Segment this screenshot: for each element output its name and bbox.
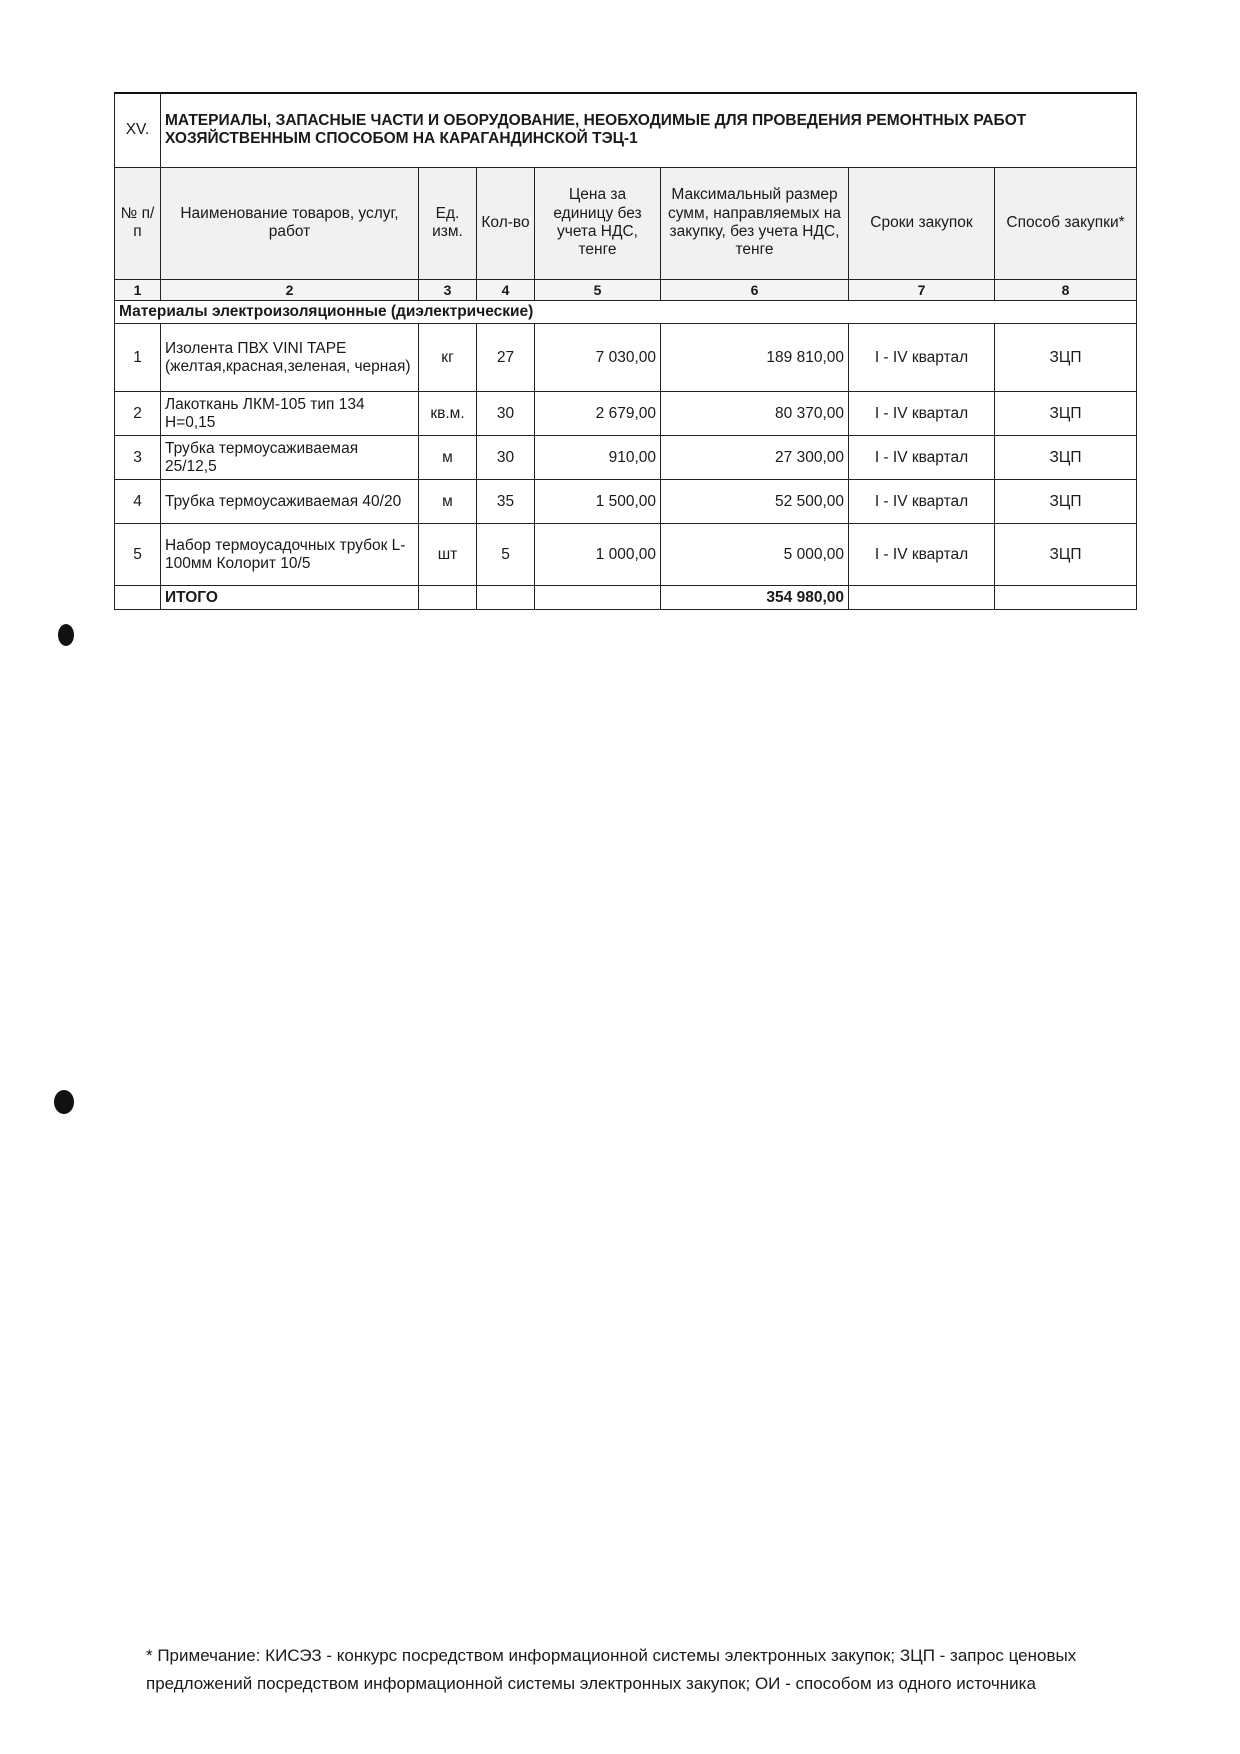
- punch-hole-mark: [58, 624, 74, 646]
- total-empty-cell: [995, 586, 1137, 610]
- group-row: [115, 301, 1137, 324]
- item-quantity: 27: [477, 324, 535, 392]
- header-cell: Максимальный размер сумм, направляемых на закупку, без учета НДС, тенге: [661, 167, 849, 279]
- total-empty-cell: [115, 586, 161, 610]
- item-term: I - IV квартал: [849, 392, 995, 436]
- item-name: Набор термоусадочных трубок L-100мм Колорит 10/5: [161, 524, 419, 586]
- item-unit: м: [419, 436, 477, 480]
- table-row: [115, 524, 1137, 586]
- item-sum: 27 300,00: [661, 436, 849, 480]
- footnote: * Примечание: КИСЭЗ - конкурс посредством информационной системы электронных закупок; ЗЦП - запрос ценовых предложений посредством информационной системы электронных закупок; ОИ - способом из одного источника: [146, 1646, 1077, 1693]
- column-number: 8: [995, 279, 1137, 301]
- total-empty-cell: [477, 586, 535, 610]
- item-name: Изолента ПВХ VINI TAPE (желтая,красная,зеленая, черная): [161, 324, 419, 392]
- total-sum: 354 980,00: [661, 586, 849, 610]
- item-unit: м: [419, 480, 477, 524]
- total-empty-cell: [419, 586, 477, 610]
- item-method: ЗЦП: [995, 480, 1137, 524]
- row-number: 1: [115, 324, 161, 392]
- column-number: 5: [535, 279, 661, 301]
- section-title-row: [115, 93, 1137, 167]
- item-price: 1 000,00: [535, 524, 661, 586]
- row-number: 4: [115, 480, 161, 524]
- item-sum: 5 000,00: [661, 524, 849, 586]
- item-term: I - IV квартал: [849, 436, 995, 480]
- item-unit: шт: [419, 524, 477, 586]
- item-price: 910,00: [535, 436, 661, 480]
- header-cell: Способ закупки*: [995, 167, 1137, 279]
- item-quantity: 35: [477, 480, 535, 524]
- procurement-table: [114, 92, 1137, 610]
- item-name: Трубка термоусаживаемая 25/12,5: [161, 436, 419, 480]
- header-cell: Сроки закупок: [849, 167, 995, 279]
- column-number: 6: [661, 279, 849, 301]
- item-name: Лакоткань ЛКМ-105 тип 134 Н=0,15: [161, 392, 419, 436]
- table-row: [115, 392, 1137, 436]
- item-sum: 189 810,00: [661, 324, 849, 392]
- total-empty-cell: [849, 586, 995, 610]
- item-quantity: 30: [477, 436, 535, 480]
- table-row: [115, 480, 1137, 524]
- item-term: I - IV квартал: [849, 524, 995, 586]
- punch-hole-mark: [54, 1090, 74, 1114]
- item-price: 2 679,00: [535, 392, 661, 436]
- header-cell: Ед. изм.: [419, 167, 477, 279]
- column-number: 3: [419, 279, 477, 301]
- header-cell: Кол-во: [477, 167, 535, 279]
- item-method: ЗЦП: [995, 524, 1137, 586]
- item-term: I - IV квартал: [849, 324, 995, 392]
- column-number: 1: [115, 279, 161, 301]
- column-number: 7: [849, 279, 995, 301]
- item-term: I - IV квартал: [849, 480, 995, 524]
- column-number: 2: [161, 279, 419, 301]
- row-number: 3: [115, 436, 161, 480]
- section-number: XV.: [115, 93, 161, 167]
- header-cell: Наименование товаров, услуг, работ: [161, 167, 419, 279]
- table-row: [115, 324, 1137, 392]
- header-cell: № п/п: [115, 167, 161, 279]
- item-sum: 52 500,00: [661, 480, 849, 524]
- item-sum: 80 370,00: [661, 392, 849, 436]
- total-empty-cell: [535, 586, 661, 610]
- item-method: ЗЦП: [995, 324, 1137, 392]
- section-title: МАТЕРИАЛЫ, ЗАПАСНЫЕ ЧАСТИ И ОБОРУДОВАНИЕ, НЕОБХОДИМЫЕ ДЛЯ ПРОВЕДЕНИЯ РЕМОНТНЫХ РАБОТ ХОЗЯЙСТВЕННЫМ СПОСОБОМ НА КАРАГАНДИНСКОЙ ТЭЦ-1: [161, 93, 1137, 167]
- item-unit: кв.м.: [419, 392, 477, 436]
- row-number: 2: [115, 392, 161, 436]
- header-cell: Цена за единицу без учета НДС, тенге: [535, 167, 661, 279]
- header-row: [115, 167, 1137, 279]
- group-title: Материалы электроизоляционные (диэлектрические): [115, 301, 1137, 324]
- table-row: [115, 436, 1137, 480]
- item-method: ЗЦП: [995, 436, 1137, 480]
- item-quantity: 30: [477, 392, 535, 436]
- item-unit: кг: [419, 324, 477, 392]
- row-number: 5: [115, 524, 161, 586]
- total-row: [115, 586, 1137, 610]
- item-method: ЗЦП: [995, 392, 1137, 436]
- item-price: 7 030,00: [535, 324, 661, 392]
- item-name: Трубка термоусаживаемая 40/20: [161, 480, 419, 524]
- column-number-row: [115, 279, 1137, 301]
- item-quantity: 5: [477, 524, 535, 586]
- item-price: 1 500,00: [535, 480, 661, 524]
- total-label: ИТОГО: [161, 586, 419, 610]
- column-number: 4: [477, 279, 535, 301]
